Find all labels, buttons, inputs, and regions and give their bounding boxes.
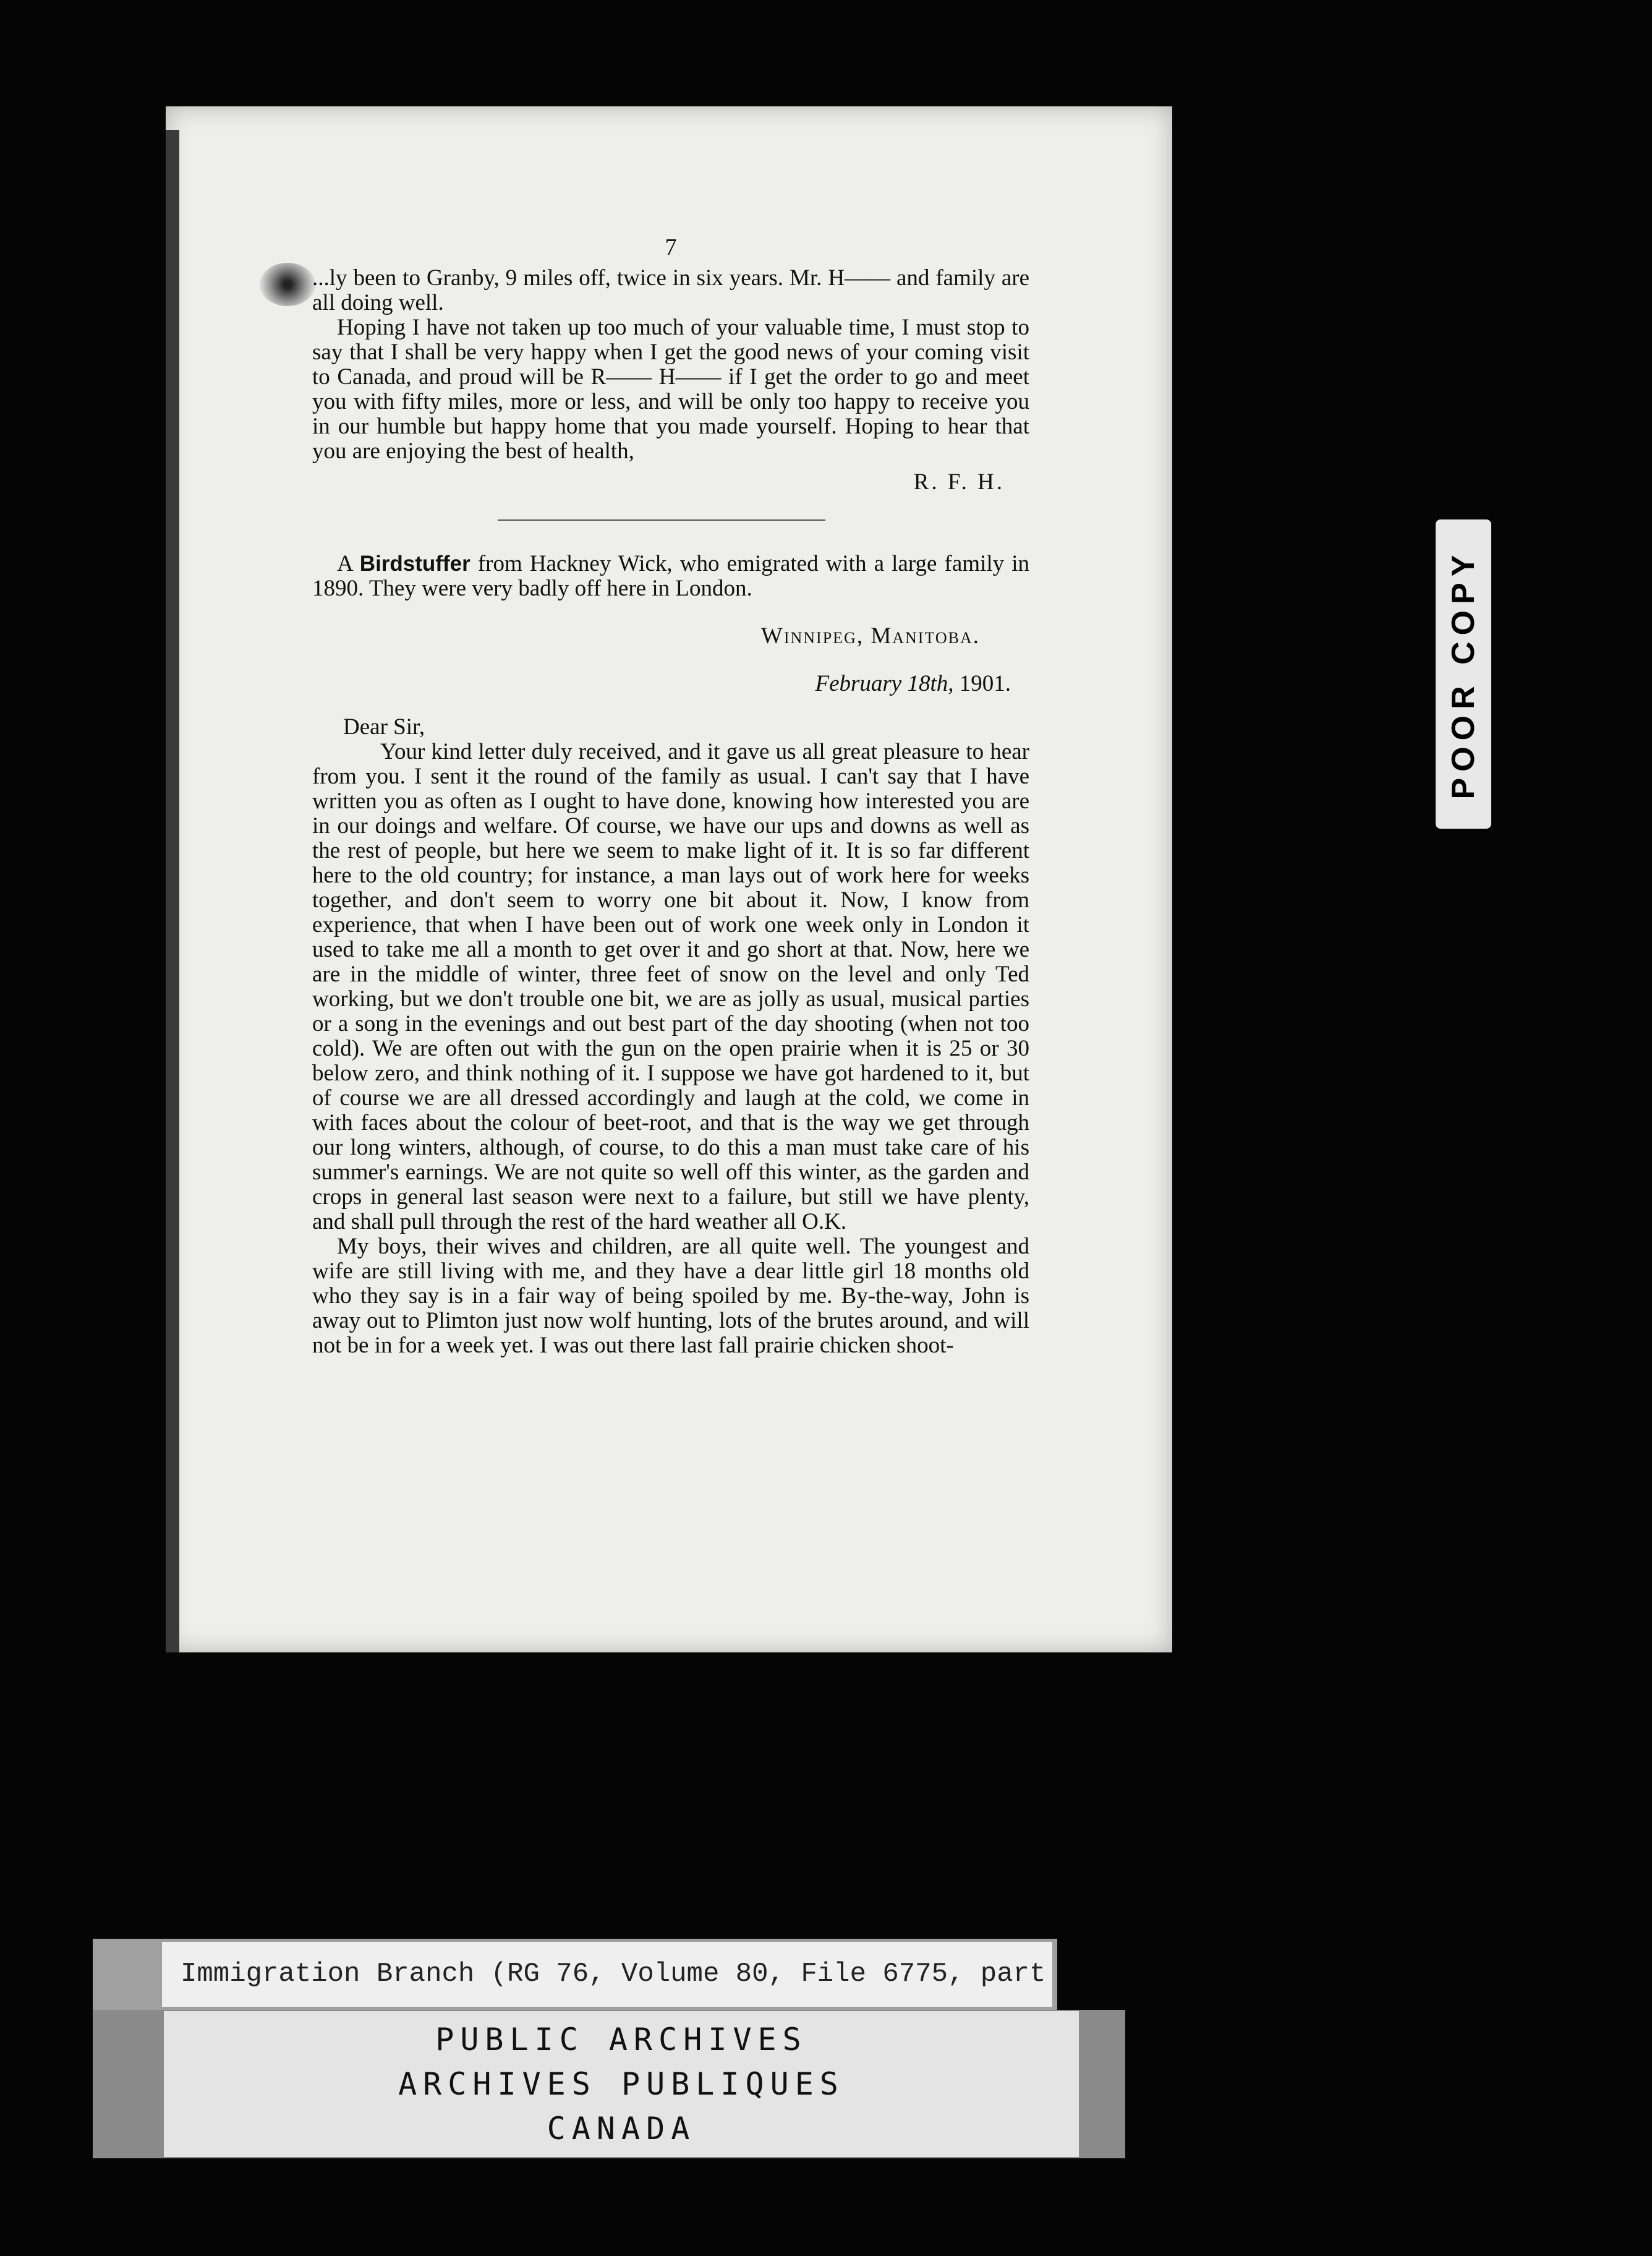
ink-stain <box>260 263 315 306</box>
date-month-day: February 18th, <box>815 671 954 696</box>
letter2-paragraph1: Your kind letter duly received, and it gave us all great pleasure to hear from you. I sent it the round of the family as usual. I can't say that I have written you as often as I ought to have done, knowing how interested you are in our doings and welfare. Of course, we have our ups and downs as well as the rest of people, but here we seem to make light of it. It is so far different here to the old country; for instance, a man lays out of work here for weeks together, and don't seem to worry one bit about it. Now, I know from experience, that when I have been out of work one week only in London it used to take me all a month to get over it and go short at that. Now, here we are in the middle of winter, three feet of snow on the level and only Ted working, but we don't trouble one bit, we are as jolly as usual, musical parties or a song in the evenings and out best part of the day shooting (when not too cold). We are often out with the gun on the open prairie when it is 25 or 30 below zero, and think nothing of it. I suppose we have got hardened to it, but of course we are all dressed accordingly and laugh at the cold, we come in with faces about the colour of beet-root, and that is the way we get through our long winters, although, of course, to do this a man must take care of his summer's earnings. We are not quite so well off this winter, as the garden and crops in general last season were next to a failure, but still we have plenty, and shall pull through the rest of the hard weather all O.K. <box>312 739 1029 1234</box>
page-shadow-edge <box>166 130 179 1652</box>
letter2-date <box>312 672 1011 696</box>
intro-bold-word: Birdstuffer <box>359 552 470 576</box>
archives-line2: ARCHIVES PUBLIQUES <box>398 2066 845 2102</box>
page-text <box>312 235 1029 1358</box>
date-year: 1901. <box>953 671 1011 696</box>
intro-rest: from Hackney Wick, who emigrated with a large family in 1890. They were very badly off here in London. <box>312 551 1029 601</box>
letter2-place: Winnipeg, Manitoba. <box>760 623 980 649</box>
letter2-paragraph2: My boys, their wives and children, are all quite well. The youngest and wife are still living with me, and they have a dear little girl 18 months old who they say is in a fair way of being spoiled by me. By-the-way, John is away out to Plimton just now wolf hunting, lots of the brutes around, and will not be in for a week yet. I was out there last fall prairie chicken shoot- <box>312 1234 1029 1358</box>
intro-prefix: A <box>337 551 360 576</box>
archives-line1: PUBLIC ARCHIVES <box>435 2022 807 2057</box>
letter1-signature: R. F. H. <box>913 469 1005 495</box>
page-number: 7 <box>665 234 677 260</box>
section-divider <box>498 519 825 521</box>
archives-label <box>164 2011 1079 2157</box>
letter2-intro <box>312 552 1029 601</box>
letter1-paragraph2: Hoping I have not taken up too much of your valuable time, I must stop to say that I shall be very happy when I get the good news of your coming visit to Canada, and proud will be R—— H—— if I get the order to go and meet you with fifty miles, more or less, and will be only too happy to receive you in our humble but happy home that you made yourself. Hoping to hear that you are enjoying the best of health, <box>312 315 1029 464</box>
archives-line3: CANADA <box>547 2111 696 2147</box>
letter2-salutation: Dear Sir, <box>343 714 425 740</box>
poor-copy-stamp <box>1436 519 1491 829</box>
reference-label: Immigration Branch (RG 76, Volume 80, File 6775, part <box>162 1942 1052 2007</box>
letter1-paragraph1: ...ly been to Granby, 9 miles off, twice in six years. Mr. H—— and family are all doing well. <box>312 265 1029 315</box>
poor-copy-text: POOR COPY <box>1446 549 1481 800</box>
